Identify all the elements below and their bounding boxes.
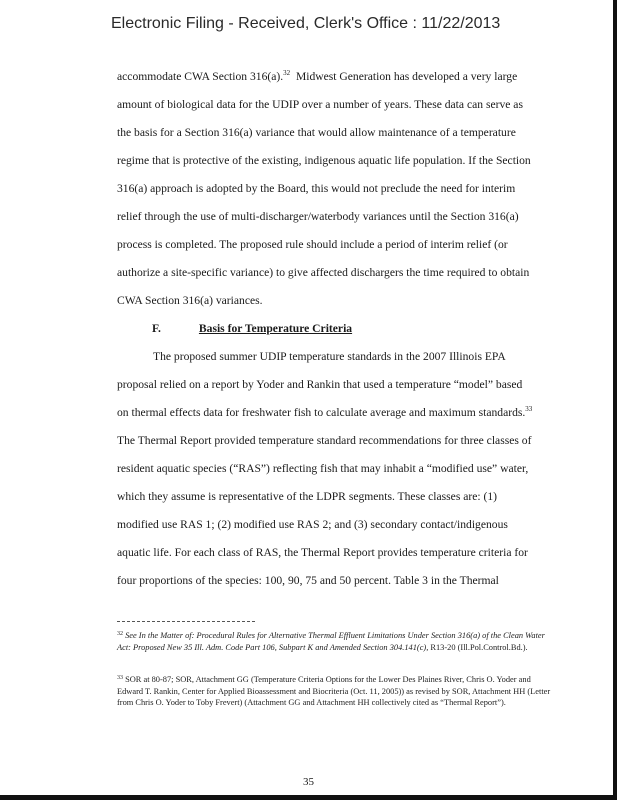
body-line: on thermal effects data for freshwater fish to calculate average and maximum standards.$^{33}$: [117, 405, 533, 419]
body-line: process is completed. The proposed rule should include a period of interim relief (or: [117, 238, 508, 251]
body-line: relief through the use of multi-discharger/waterbody variances until the Section 316(a): [117, 210, 519, 223]
scan-edge-right: [613, 0, 617, 800]
body-line: regime that is protective of the existing, indigenous aquatic life population. If the Section: [117, 154, 531, 167]
section-title: Basis for Temperature Criteria: [198, 322, 353, 335]
filing-stamp: Electronic Filing - Received, Clerk's Office : 11/22/2013: [111, 15, 501, 32]
body-line: which they assume is representative of the LDPR segments. These classes are: (1): [117, 490, 498, 503]
body-line: 316(a) approach is adopted by the Board, this would not preclude the need for interim: [117, 182, 516, 195]
body-line: accommodate CWA Section 316(a).$^{32}$ Midwest Generation has developed a very large: [117, 69, 518, 83]
body-line: authorize a site-specific variance) to give affected dischargers the time required to obtain: [117, 266, 530, 279]
section-letter: F.: [152, 322, 161, 335]
page-number: 35: [303, 776, 314, 788]
body-line: CWA Section 316(a) variances.: [117, 294, 263, 307]
footnote-33: $^{33}$ SOR at 80-87; SOR, Attachment GG (Temperature Criteria Options for the Lower Des Plaines River, Chris O. Yoder and Edward T. Rankin, Center for Applied Bioassessment and Biocriteria (Oct. 11, 2005)) as revised by SOR, Attachment HH (Letter from Chris O. Yoder to Toby Frevert) (Attachment GG and Attachment HH collectively cited as “Thermal Report”).: [117, 675, 551, 707]
body-line: The Thermal Report provided temperature standard recommendations for three classes of: [117, 434, 532, 447]
body-line: aquatic life. For each class of RAS, the Thermal Report provides temperature criteria for: [117, 546, 528, 559]
section-heading: [152, 322, 352, 335]
footnote-ref-32[interactable]: 32: [283, 69, 291, 77]
body-line: modified use RAS 1; (2) modified use RAS 2; and (3) secondary contact/indigenous: [117, 518, 508, 531]
body-line: proposal relied on a report by Yoder and Rankin that used a temperature “model” based: [117, 378, 523, 391]
body-line: the basis for a Section 316(a) variance that would allow maintenance of a temperature: [117, 126, 516, 139]
scan-edge-bottom: [0, 795, 617, 800]
footnote-ref-33[interactable]: 33: [525, 405, 533, 413]
footnote-separator: [117, 621, 255, 622]
body-line: amount of biological data for the UDIP over a number of years. These data can serve as: [117, 98, 523, 111]
body-line: four proportions of the species: 100, 90, 75 and 50 percent. Table 3 in the Thermal: [117, 574, 499, 587]
body-line: resident aquatic species (“RAS”) reflecting fish that may inhabit a “modified use” water,: [117, 462, 529, 475]
footnote-32: $^{32}$ See In the Matter of: Procedural Rules for Alternative Thermal Effluent Limitations Under Section 316(a) of the Clean Water Act: Proposed New 35 Ill. Adm. Code Part 106, Subpart K and Amended Section 304.141(c), R13-20 (Ill.Pol.Control.Bd.).: [117, 631, 545, 652]
body-line: The proposed summer UDIP temperature standards in the 2007 Illinois EPA: [153, 350, 506, 363]
